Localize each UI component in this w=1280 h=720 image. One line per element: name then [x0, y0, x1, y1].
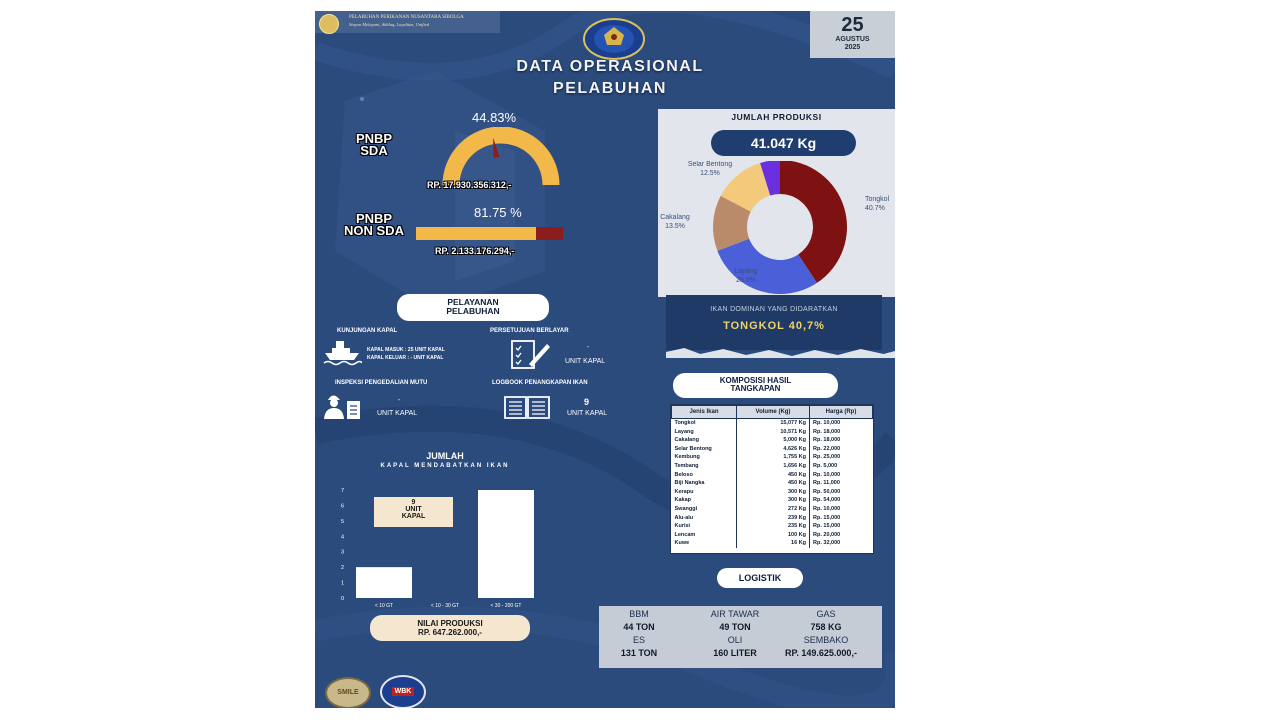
jumlah-produksi-panel	[658, 109, 895, 297]
donut-percent: 13.5%	[665, 223, 685, 230]
donut-percent: 40.7%	[865, 205, 885, 212]
bar-chart-callout-3: KAPAL	[401, 513, 426, 520]
logistik-oli-label: OLI	[727, 635, 743, 645]
pnbp-sda-label	[339, 133, 409, 157]
donut-slice	[717, 239, 817, 294]
bar	[478, 490, 534, 598]
komposisi-table-wrap	[670, 404, 874, 554]
logistik-panel	[599, 606, 882, 668]
bar	[356, 567, 412, 598]
pnbp-sda-amount: RP. 17.930.356.312,-	[427, 180, 512, 190]
logistik-gas-label: GAS	[816, 609, 836, 619]
x-tick-label: < 30 - 200 GT	[490, 603, 522, 609]
kapal-keluar: KAPAL KELUAR : - UNIT KAPAL	[367, 355, 444, 361]
komposisi-title-1: KOMPOSISI HASIL	[719, 376, 792, 385]
logistik-sembako-value: RP. 149.625.000,-	[785, 648, 857, 658]
row-jenis: Kembung	[672, 453, 737, 462]
komposisi-title-2: TANGKAPAN	[730, 384, 781, 393]
infographic-poster	[315, 11, 895, 708]
bar-chart-callout-2: UNIT	[405, 506, 422, 513]
pnbp-non-sda-progress-fill	[416, 227, 536, 240]
row-harga: Rp. 54,000	[813, 497, 841, 504]
pnbp-sda-label-1: PNBP	[355, 131, 393, 146]
page-title-line2: PELABUHAN	[553, 80, 667, 97]
jumlah-produksi-value: 41.047 Kg	[711, 130, 856, 156]
kapal-bar-chart	[333, 471, 543, 611]
row-jenis: Swanggi	[672, 505, 737, 514]
row-harga: Rp. 11,000	[813, 480, 840, 487]
y-tick-label: 6	[341, 503, 345, 510]
komposisi-row	[672, 462, 873, 471]
komposisi-title	[673, 373, 838, 398]
row-harga: Rp. 20,000	[813, 531, 841, 538]
row-volume: 100 Kg	[737, 531, 810, 540]
pnbp-non-sda-label-1: PNBP	[355, 211, 393, 226]
komposisi-row	[672, 453, 873, 462]
smile-logo	[325, 677, 371, 708]
row-volume: 239 Kg	[737, 514, 810, 523]
row-volume: 1,656 Kg	[737, 462, 810, 471]
y-tick-label: 0	[341, 596, 345, 602]
row-harga: Rp. 50,000	[813, 488, 841, 495]
row-harga: Rp. 18,000	[813, 437, 841, 444]
row-volume: 10,571 Kg	[737, 428, 810, 437]
inspeksi-title: INSPEKSI PENGEDALIAN MUTU	[335, 380, 428, 386]
pnbp-non-sda-label	[329, 213, 419, 237]
row-jenis: Cakalang	[672, 436, 737, 445]
row-harga: Rp. 15,000	[813, 523, 841, 530]
pnbp-sda-label-2: SDA	[360, 143, 388, 158]
row-harga: Rp. 10,000	[813, 471, 841, 478]
smile-logo-text: SMILE	[337, 689, 359, 696]
logbook-unit: UNIT KAPAL	[567, 410, 608, 417]
persetujuan-value: -	[587, 344, 590, 351]
logistik-es-label: ES	[632, 635, 645, 645]
nilai-produksi-label: NILAI PRODUKSI	[417, 619, 483, 628]
date-month: AGUSTUS	[835, 36, 870, 43]
header-volume: Volume (Kg)	[737, 406, 810, 419]
komposisi-table	[671, 405, 873, 548]
logistik-bbm-value: 44 TON	[623, 622, 655, 632]
komposisi-row	[672, 445, 873, 454]
row-jenis: Lencam	[672, 531, 737, 540]
row-harga: Rp. 18,000	[813, 428, 841, 435]
komposisi-row	[672, 471, 873, 480]
inspeksi-unit: UNIT KAPAL	[377, 410, 418, 417]
logbook-icon	[503, 394, 551, 420]
persetujuan-unit: UNIT KAPAL	[565, 358, 606, 365]
komposisi-row	[672, 496, 873, 505]
row-jenis: Tongkol	[672, 419, 737, 428]
ministry-emblem-icon	[581, 15, 647, 63]
row-volume: 16 Kg	[737, 539, 810, 548]
y-tick-label: 1	[341, 580, 345, 587]
y-tick-label: 3	[341, 549, 345, 556]
dominan-label: IKAN DOMINAN YANG DIDARATKAN	[710, 306, 838, 313]
row-jenis: Kurisi	[672, 522, 737, 531]
date-day: 25	[841, 14, 864, 36]
komposisi-row	[672, 505, 873, 514]
pelayanan-title-2: PELABUHAN	[446, 306, 500, 316]
pelayanan-title	[397, 294, 549, 321]
row-harga: Rp. 10,000	[813, 505, 841, 512]
ship-icon	[322, 338, 362, 368]
komposisi-row	[672, 436, 873, 445]
y-tick-label: 7	[341, 488, 345, 494]
logistik-gas-value: 758 KG	[810, 622, 842, 632]
row-jenis: Kakap	[672, 496, 737, 505]
pnbp-sda-percent: 44.83%	[472, 110, 517, 125]
row-volume: 450 Kg	[737, 479, 810, 488]
wbk-logo	[380, 675, 426, 708]
row-jenis: Biji Nangka	[672, 479, 737, 488]
row-volume: 300 Kg	[737, 488, 810, 497]
pelayanan-title-1: PELAYANAN	[447, 297, 499, 307]
donut-label: Selar Bentong	[687, 161, 733, 168]
header-harga: Harga (Rp)	[810, 406, 873, 419]
row-volume: 4,626 Kg	[737, 445, 810, 454]
row-volume: 272 Kg	[737, 505, 810, 514]
komposisi-row	[672, 522, 873, 531]
bar-chart-callout-1: 9	[411, 499, 416, 506]
row-jenis: Layang	[672, 428, 737, 437]
komposisi-row	[672, 419, 873, 428]
logbook-title: LOGBOOK PENANGKAPAN IKAN	[492, 380, 588, 386]
komposisi-row	[672, 428, 873, 437]
logistik-oli-value: 160 LITER	[713, 648, 757, 658]
inspeksi-value: -	[398, 397, 401, 404]
pnbp-non-sda-progress	[416, 227, 563, 240]
logbook-value: 9	[584, 397, 590, 407]
date-box	[810, 11, 895, 58]
row-harga: Rp. 15,000	[813, 514, 841, 521]
page-title-line1: DATA OPERASIONAL	[516, 58, 704, 75]
org-motto: Sinyon Melayani, Akhlaq, Loyalitas, Unified	[349, 22, 430, 27]
row-volume: 450 Kg	[737, 471, 810, 480]
row-volume: 1,755 Kg	[737, 453, 810, 462]
logistik-bbm-label: BBM	[629, 609, 649, 619]
row-harga: Rp. 25,000	[813, 454, 841, 461]
nilai-produksi-value: RP. 647.262.000,-	[418, 628, 482, 637]
row-volume: 300 Kg	[737, 496, 810, 505]
kapal-masuk: KAPAL MASUK : 25 UNIT KAPAL	[367, 347, 445, 353]
logistik-es-value: 131 TON	[620, 648, 658, 658]
persetujuan-title: PERSETUJUAN BERLAYAR	[490, 328, 569, 334]
date-year: 2025	[844, 44, 861, 51]
row-volume: 5,000 Kg	[737, 436, 810, 445]
donut-label: Layang	[734, 268, 758, 275]
bar-chart-callout	[374, 497, 453, 527]
row-harga: Rp. 22,000	[813, 445, 841, 452]
x-tick-label: < 10 - 30 GT	[430, 603, 460, 609]
row-jenis: Kuwe	[672, 539, 737, 548]
komposisi-row	[672, 531, 873, 540]
komposisi-row	[672, 488, 873, 497]
komposisi-row	[672, 479, 873, 488]
komposisi-row	[672, 514, 873, 523]
nilai-produksi-pill	[370, 615, 530, 641]
clipboard-pen-icon	[509, 338, 553, 370]
logistik-air-label: AIR TAWAR	[710, 609, 760, 619]
bar-chart-subtitle: KAPAL MENDABATKAN IKAN	[380, 463, 510, 469]
bar-chart-title: JUMLAH	[426, 451, 464, 461]
production-donut-chart	[658, 161, 895, 297]
logistik-title: LOGISTIK	[717, 568, 803, 588]
jumlah-produksi-title: JUMLAH PRODUKSI	[731, 112, 822, 122]
row-jenis: Kerapu	[672, 488, 737, 497]
komposisi-header-row	[672, 406, 873, 419]
row-jenis: Beloso	[672, 471, 737, 480]
donut-percent: 12.5%	[700, 170, 720, 177]
dominan-value: TONGKOL 40,7%	[723, 320, 825, 332]
row-harga: Rp. 5,000	[813, 462, 838, 469]
komposisi-row	[672, 539, 873, 548]
row-jenis: Selar Bentong	[672, 445, 737, 454]
row-volume: 15,077 Kg	[737, 419, 810, 428]
org-name: PELABUHAN PERIKANAN NUSANTARA SIBOLGA	[349, 15, 464, 20]
x-tick-label: < 10 GT	[374, 603, 394, 609]
donut-percent: 28.5%	[736, 277, 756, 284]
y-tick-label: 5	[341, 518, 345, 525]
row-harga: Rp. 10,000	[813, 420, 841, 426]
logistik-sembako-label: SEMBAKO	[803, 635, 849, 645]
row-volume: 235 Kg	[737, 522, 810, 531]
pnbp-non-sda-amount: RP. 2.133.176.294,-	[435, 246, 515, 256]
row-jenis: Tembang	[672, 462, 737, 471]
kunjungan-title: KUNJUNGAN KAPAL	[337, 328, 398, 334]
pnbp-non-sda-label-2: NON SDA	[344, 223, 404, 238]
header-jenis: Jenis Ikan	[672, 406, 737, 419]
row-harga: Rp. 32,000	[813, 540, 841, 547]
pnbp-non-sda-percent: 81.75 %	[474, 205, 522, 220]
donut-label: Cakalang	[660, 214, 690, 221]
donut-label: Tongkol	[865, 196, 890, 203]
row-jenis: Alu-alu	[672, 514, 737, 523]
inspector-icon	[321, 389, 365, 421]
logistik-air-value: 49 TON	[719, 622, 751, 632]
dominan-box	[666, 295, 882, 350]
y-tick-label: 2	[341, 565, 345, 572]
wbk-logo-text: WBK	[392, 687, 415, 696]
y-tick-label: 4	[341, 534, 345, 541]
